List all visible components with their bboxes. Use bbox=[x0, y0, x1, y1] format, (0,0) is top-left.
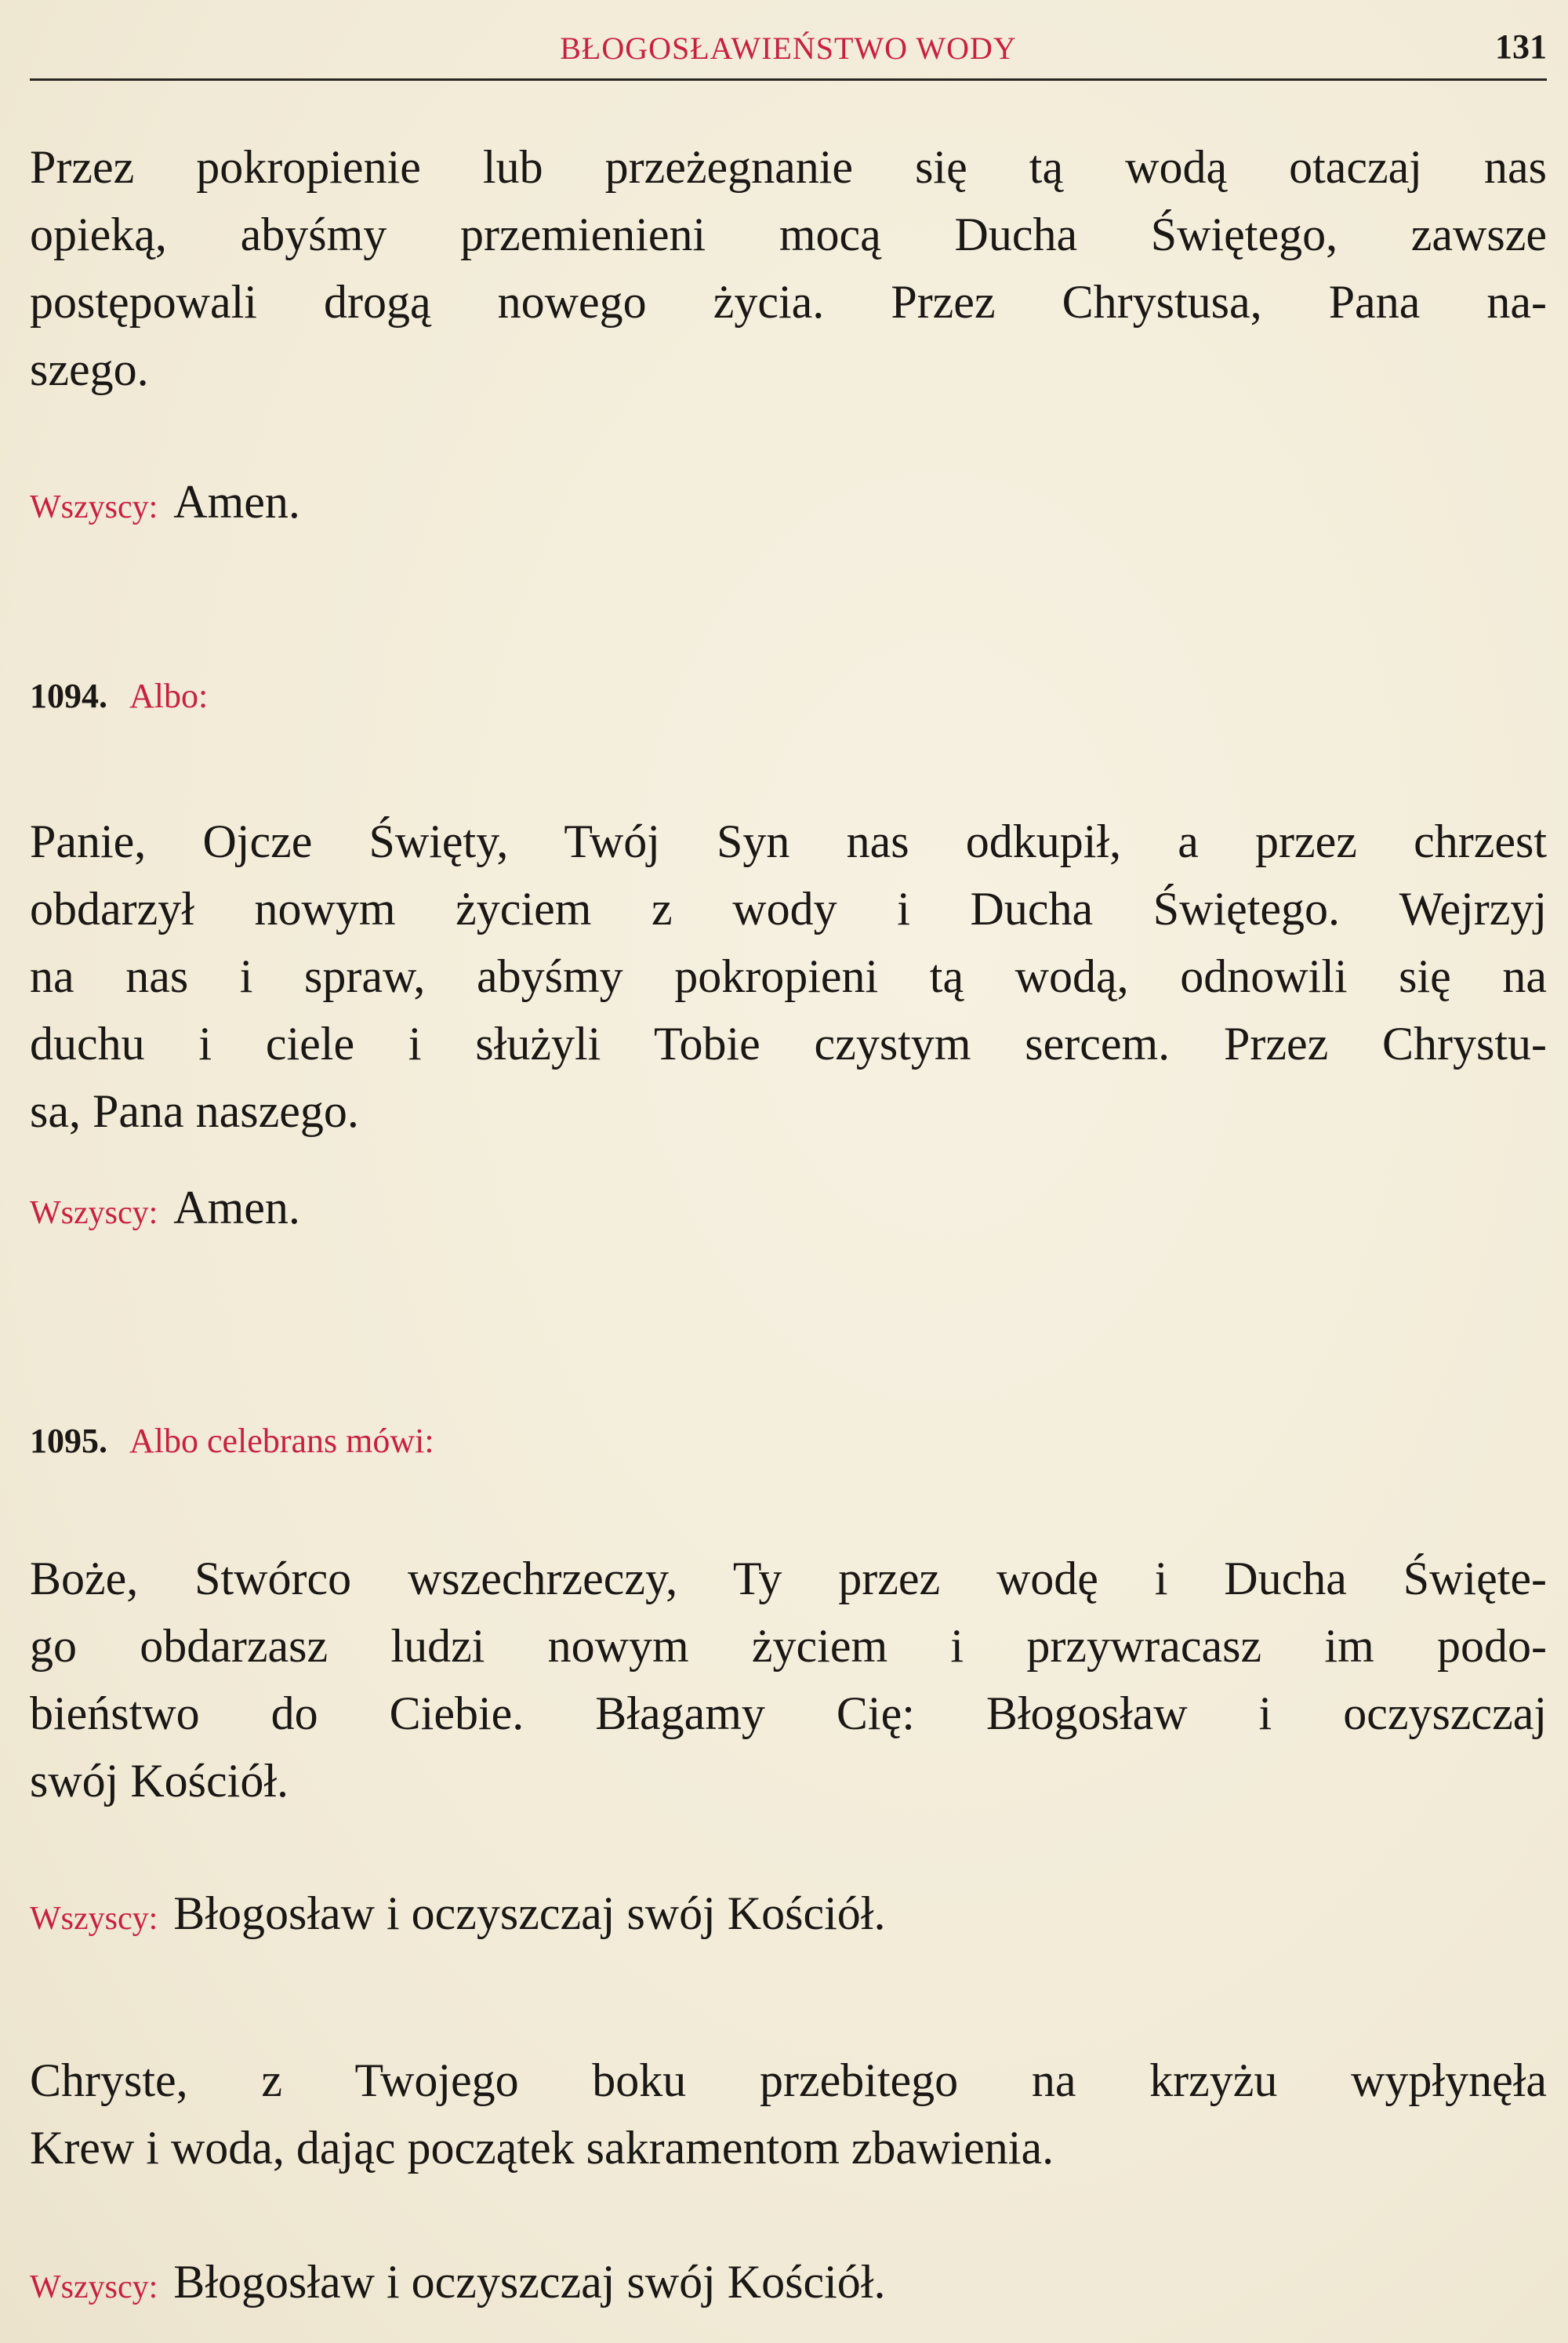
text-line: postępowali drogą nowego życia. Przez Chrystusa, Pana na- bbox=[30, 276, 1547, 328]
text-line: bieństwo do Ciebie. Błagamy Cię: Błogosław i oczyszczaj bbox=[30, 1687, 1547, 1739]
text-line: Boże, Stwórco wszechrzeczy, Ty przez wodę i Ducha Święte- bbox=[30, 1553, 1547, 1604]
prayer-paragraph-3 bbox=[30, 1545, 1547, 1814]
section-number: 1094. bbox=[30, 677, 107, 715]
response-speaker: Wszyscy: bbox=[30, 1195, 158, 1231]
response-2 bbox=[30, 1176, 1547, 1244]
rubric: Albo celebrans mówi: bbox=[129, 1422, 434, 1460]
rubric: Albo: bbox=[129, 677, 209, 715]
running-head: BŁOGOSŁAWIEŃSTWO WODY bbox=[560, 31, 1017, 66]
page-header bbox=[30, 16, 1547, 81]
response-text: Amen. bbox=[173, 1182, 300, 1233]
text-line: Panie, Ojcze Święty, Twój Syn nas odkupił, a przez chrzest bbox=[30, 816, 1547, 867]
response-speaker: Wszyscy: bbox=[30, 1901, 158, 1937]
section-heading-1094 bbox=[30, 673, 1547, 720]
section-heading-1095 bbox=[30, 1418, 1547, 1465]
page-number: 131 bbox=[1495, 27, 1547, 66]
text-line: Krew i woda, dając początek sakramentom zbawienia. bbox=[30, 2122, 1054, 2174]
section-number: 1095. bbox=[30, 1422, 107, 1460]
text-line: szego. bbox=[30, 343, 149, 395]
response-1 bbox=[30, 470, 1547, 539]
response-4 bbox=[30, 2250, 1547, 2319]
text-line: obdarzył nowym życiem z wody i Ducha Świętego. Wejrzyj bbox=[30, 883, 1547, 935]
text-line: Chryste, z Twojego boku przebitego na krzyżu wypłynęła bbox=[30, 2054, 1547, 2106]
text-line: duchu i ciele i służyli Tobie czystym sercem. Przez Chrystu- bbox=[30, 1018, 1547, 1070]
response-speaker: Wszyscy: bbox=[30, 2269, 158, 2305]
text-line: go obdarzasz ludzi nowym życiem i przywracasz im podo- bbox=[30, 1620, 1547, 1672]
response-speaker: Wszyscy: bbox=[30, 489, 158, 525]
response-text: Błogosław i oczyszczaj swój Kościół. bbox=[173, 1887, 886, 1939]
response-text: Błogosław i oczyszczaj swój Kościół. bbox=[173, 2256, 886, 2308]
prayer-paragraph-2 bbox=[30, 808, 1547, 1145]
text-line: sa, Pana naszego. bbox=[30, 1085, 359, 1137]
text-line: na nas i spraw, abyśmy pokropieni tą wodą, odnowili się na bbox=[30, 950, 1547, 1002]
text-line: swój Kościół. bbox=[30, 1755, 289, 1807]
prayer-paragraph-4 bbox=[30, 2047, 1547, 2181]
prayer-paragraph-1 bbox=[30, 133, 1547, 403]
response-3 bbox=[30, 1882, 1547, 1950]
text-line: opieką, abyśmy przemienieni mocą Ducha Świętego, zawsze bbox=[30, 209, 1547, 260]
response-text: Amen. bbox=[173, 476, 300, 528]
text-line: Przez pokropienie lub przeżegnanie się tą wodą otaczaj nas bbox=[30, 141, 1547, 193]
